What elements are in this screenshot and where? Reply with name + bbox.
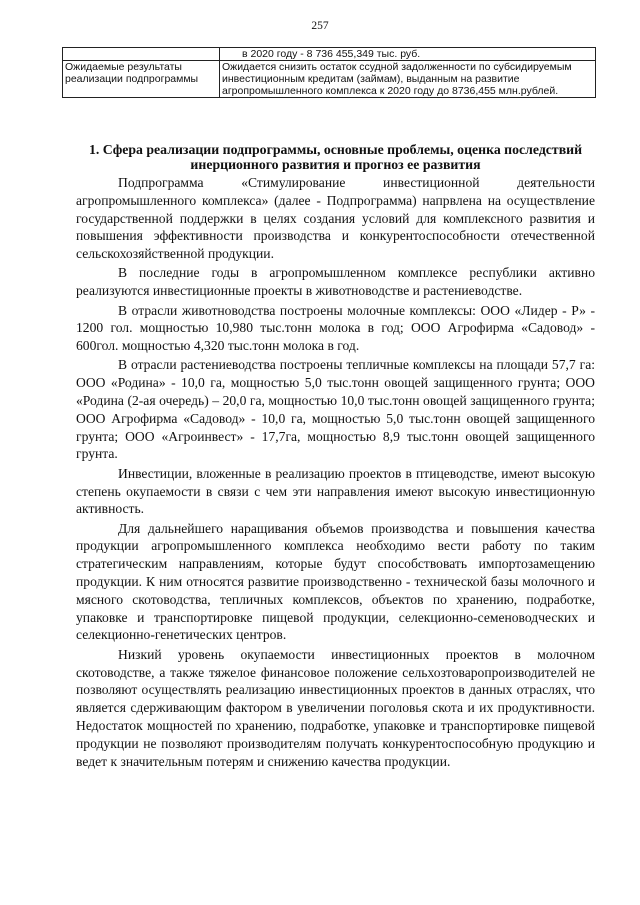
paragraph: Для дальнейшего наращивания объемов производства и повышения качества продукции агропромышленного комплекса необходимо вести работу по таким стратегическим направлениям, которые будут способствовать импортозамещению продукции. К ним относятся развитие производственно - технической базы молочного и мясного скотоводства, тепличных комплексов, объектов по хранению, подработке, упаковке и транспортировке пищевой продукции, селекционно-семеноводческих и селекционно-генетических центров.	[76, 520, 595, 643]
page-number: 257	[311, 20, 329, 32]
paragraph: В отрасли животноводства построены молочные комплексы: ООО «Лидер - Р» - 1200 гол. мощностью 10,980 тыс.тонн молока в год; ООО Агрофирма «Садовод» - 600гол. мощностью 4,320 тыс.тонн молока в год.	[76, 302, 595, 354]
table-row	[63, 61, 596, 98]
paragraph: В последние годы в агропромышленном комплексе республики активно реализуются инвестиционные проекты в животноводстве и растениеводстве.	[76, 265, 595, 299]
paragraph: Низкий уровень окупаемости инвестиционных проектов в молочном скотоводстве, а также тяжелое финансовое положение сельхозтоваропроизводителей не позволяют осуществлять реализацию инвестиционных проектов в данных отраслях, что является сдерживающим фактором в увеличении поголовья скота и их продуктивности. Недостаток мощностей по хранению, подработке, упаковке и транспортировке пищевой продукции не позволяют производителям получать конкурентоспособную продукцию и ведет к значительным потерям и снижению качества продукции.	[76, 646, 595, 769]
table-cell-funding-2020: в 2020 году - 8 736 455,349 тыс. руб.	[220, 48, 596, 61]
program-passport-table	[62, 47, 596, 98]
table-cell-label: Ожидаемые результаты реализации подпрограммы	[63, 61, 220, 98]
paragraph: Инвестиции, вложенные в реализацию проектов в птицеводстве, имеют высокую степень окупаемости в связи с чем эти направления имеют высокую инвестиционную активность.	[76, 465, 595, 517]
body-text	[76, 174, 595, 772]
paragraph: В отрасли растениеводства построены тепличные комплексы на площади 57,7 га: ООО «Родина» - 10,0 га, мощностью 5,0 тыс.тонн овощей защищенного грунта; ООО «Родина (2-ая очередь) – 20,0 га, мощностью 10,0 тыс.тонн овощей защищенного грунта; ООО Агрофирма «Садовод» - 10,0 га, мощностью 5,0 тыс.тонн овощей защищенного грунта; ООО «Агроинвест» - 17,7га, мощностью 8,9 тыс.тонн овощей защищенного грунта.	[76, 357, 595, 462]
table-cell-empty	[63, 48, 220, 61]
table-row	[63, 48, 596, 61]
table-cell-value: Ожидается снизить остаток ссудной задолженности по субсидируемым инвестиционным кредитам (займам), выданным на развитие агропромышленного комплекса к 2020 году до 8736,455 млн.рублей.	[220, 61, 596, 98]
paragraph: Подпрограмма «Стимулирование инвестиционной деятельности агропромышленного комплекса» (далее - Подпрограмма) напрвлена на осуществление государственной поддержки в целях создания условий для комплексного развития и повышения эффективности производства и конкурентоспособности отечественной сельскохозяйственной продукции.	[76, 175, 595, 262]
section-heading: 1. Сфера реализации подпрограммы, основные проблемы, оценка последствий инерционного развития и прогноз ее развития	[88, 142, 583, 172]
